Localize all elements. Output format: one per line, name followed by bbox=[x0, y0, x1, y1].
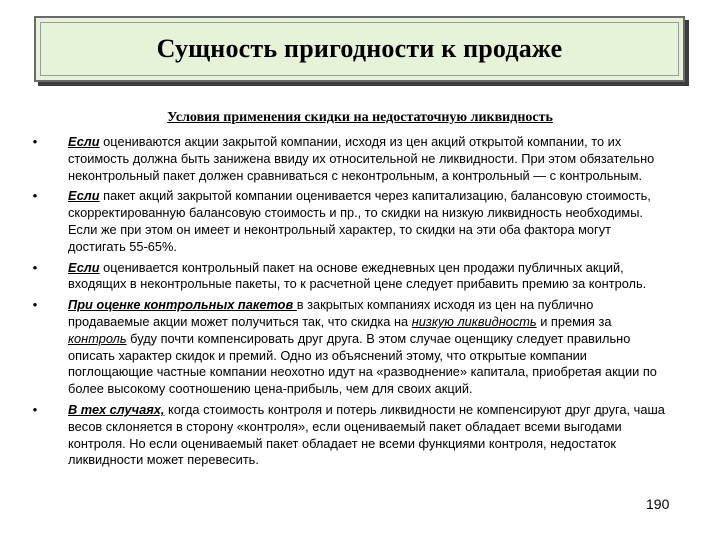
item-text: когда стоимость контроля и потерь ликвидности не компенсируют друг друга, чаша весов склоняется в сторону «контроля», если оцениваемый пакет обладает всеми выгодами контроля. Но если оцениваемый пакет обладает не всеми функциями контроля, недостаток ликвидности может перевесить. bbox=[68, 401, 665, 468]
item-lead: При оценке контрольных пакетов bbox=[68, 297, 297, 313]
bullet-icon: • bbox=[32, 401, 38, 417]
title-box bbox=[34, 16, 685, 82]
slide-title: Сущность пригодности к продаже bbox=[156, 34, 563, 63]
item-lead: Если bbox=[68, 134, 100, 149]
item-emphasis: контроль bbox=[68, 330, 127, 346]
list-item bbox=[30, 188, 670, 255]
list-item bbox=[30, 134, 670, 184]
item-text: буду почти компенсировать друг друга. В этом случае оценщику следует правильно описать характер скидок и премий. Одно из объяснений этому, что открытые компании поглощающие частные компании неохотно идут на «разводнение» капитала, приобретая акции по более высокому соотношению цена-прибыль, чем для своих акций. bbox=[68, 330, 657, 397]
item-text: и премия за bbox=[536, 313, 612, 329]
list-item bbox=[30, 260, 670, 294]
item-lead: Если bbox=[68, 259, 100, 275]
item-lead: Если bbox=[68, 188, 100, 204]
item-emphasis: низкую ликвидность bbox=[411, 313, 537, 329]
bullet-icon: • bbox=[32, 297, 38, 313]
list-item bbox=[30, 402, 670, 469]
item-text: в закрытых компаниях исходя из цен на публично продаваемые акции может получиться так, что скидка на bbox=[68, 297, 594, 329]
bullet-icon: • bbox=[32, 134, 38, 149]
bullet-icon: • bbox=[32, 188, 38, 204]
item-text: оцениваются акции закрытой компании, исходя из цен акций открытой компании, то их стоимость должна быть занижена ввиду их относительной не ликвидности. При этом обязательно неконтрольный пакет должен сравниваться с неконтрольным, а контрольный — с контрольным. bbox=[68, 134, 655, 183]
title-box-inner bbox=[40, 22, 679, 76]
page-number: 190 bbox=[646, 496, 670, 512]
item-text: пакет акций закрытой компании оценивается через капитализацию, балансовую стоимость, скорректированную балансовую стоимость и пр., то скидки на низкую ликвидность необходимы. Если же при этом он имеет и неконтрольный характер, то скидки на эти оба фактора могут достигать 55-65%. bbox=[68, 188, 651, 254]
bullet-icon: • bbox=[32, 259, 38, 275]
bullet-list bbox=[30, 134, 670, 473]
item-text: оценивается контрольный пакет на основе ежедневных цен продажи публичных акций, входящих в неконтрольные пакеты, то к расчетной цене следует прибавить премию за контроль. bbox=[68, 259, 647, 292]
slide-subtitle: Условия применения скидки на недостаточную ликвидность bbox=[167, 110, 553, 125]
item-lead: В тех случаях, bbox=[68, 401, 165, 417]
list-item bbox=[30, 297, 670, 398]
